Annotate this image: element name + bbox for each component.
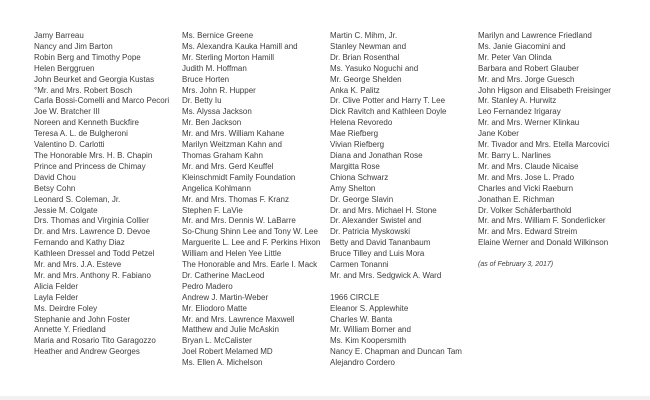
donor-name: Martin C. Mihm, Jr. <box>330 31 398 40</box>
donor-name: Marguerite L. Lee and F. Perkins Hixon <box>182 238 321 248</box>
donor-name: Ms. Alyssa Jackson <box>182 107 252 117</box>
donor-name: Bryan L. McCalister <box>182 336 252 346</box>
donor-name: Jane Kober <box>478 129 519 139</box>
donor-name: Mr. and Mrs. Thomas F. Kranz <box>182 194 289 204</box>
donor-name: Nancy E. Chapman and Duncan Tam <box>330 347 462 357</box>
donor-name: Jonathan E. Richman <box>478 194 555 204</box>
bottom-band <box>0 396 650 400</box>
donor-name: Kleinschmidt Family Foundation <box>182 172 296 182</box>
donor-name: Fernando and Kathy Diaz <box>34 238 125 248</box>
donor-name: Leo Fernandez Irigaray <box>478 107 561 117</box>
donor-name: So-Chung Shinn Lee and Tony W. Lee <box>182 227 318 237</box>
donor-name: William and Helen Yee Little <box>182 249 282 259</box>
donor-name: Mr. and Mrs. Jorge Guesch <box>478 74 575 84</box>
donor-name: The Honorable and Mrs. Earle I. Mack <box>182 260 318 270</box>
donor-name: Drs. Thomas and Virginia Collier <box>34 216 149 226</box>
circle-names <box>330 304 472 369</box>
donor-name: Stephanie and John Foster <box>34 314 131 324</box>
donor-name: Mr. Peter Van Olinda <box>478 52 552 62</box>
donor-name: Dr. Catherine MacLeod <box>182 270 265 280</box>
donor-name: Mr. and Mrs. Anthony R. Fabiano <box>34 270 151 280</box>
donor-name: Alicia Felder <box>34 281 79 291</box>
donor-column-4 <box>478 31 646 271</box>
donor-name: Layla Felder <box>34 292 79 302</box>
donor-name: Mr. and Mrs. Claude Nicaise <box>478 161 579 171</box>
donor-name: Ms. Janie Giacomini and <box>478 41 566 51</box>
donor-name: Carmen Tonanni <box>330 260 389 270</box>
donor-name: Ms. Kim Koopersmith <box>330 336 407 346</box>
donor-name: Mr. and Mrs. Jose L. Prado <box>478 172 575 182</box>
circle-heading: 1966 CIRCLE <box>330 292 380 302</box>
donor-name: Chiona Schwarz <box>330 172 389 182</box>
donor-name: Heather and Andrew Georges <box>34 347 140 357</box>
donor-name: Jamy Barreau <box>34 31 84 40</box>
donor-name: Mrs. John R. Hupper <box>182 85 256 95</box>
donor-name: Jessie M. Colgate <box>34 205 98 215</box>
donor-name: Vivian Riefberg <box>330 140 385 150</box>
donor-name: Bruce Tilley and Luis Mora <box>330 249 425 259</box>
donor-name: Mr. Sterling Morton Hamill <box>182 52 275 62</box>
donor-column-4-names <box>478 31 646 249</box>
donor-name: Diana and Jonathan Rose <box>330 150 423 160</box>
donor-name: Dr. Alexander Swistel and <box>330 216 422 226</box>
donor-name: Mr. and Mrs. Sedgwick A. Ward <box>330 270 442 280</box>
donor-name: Charles and Vicki Raeburn <box>478 183 574 193</box>
donor-name: John Beurket and Georgia Kustas <box>34 74 155 84</box>
donor-name: Noreen and Kenneth Buckfire <box>34 118 139 128</box>
donor-name: Carla Bossi-Comelli and Marco Pecori <box>34 96 170 106</box>
donor-name: Valentino D. Carlotti <box>34 140 105 150</box>
donor-name: Dr. Betty Iu <box>182 96 222 106</box>
donor-name: Mr. Eliodoro Matte <box>182 303 247 313</box>
donor-name: Amy Shelton <box>330 183 376 193</box>
donor-name: Joel Robert Melamed MD <box>182 347 273 357</box>
donor-name: Marilyn and Lawrence Friedland <box>478 31 592 40</box>
donor-name: Mr. and Mrs. Dennis W. LaBarre <box>182 216 296 226</box>
donor-name: John Higson and Elisabeth Freisinger <box>478 85 611 95</box>
donor-name: °Mr. and Mrs. Robert Bosch <box>34 85 133 95</box>
donor-name: Andrew J. Martin-Weber <box>182 292 269 302</box>
donor-name: Anka K. Palitz <box>330 85 380 95</box>
donor-name: Angelica Kohlmann <box>182 183 251 193</box>
donor-name: Teresa A. L. de Bulgheroni <box>34 129 128 139</box>
donor-name: Maria and Rosario Tito Garagozzo <box>34 336 156 346</box>
donor-name: Joe W. Bratcher III <box>34 107 100 117</box>
donor-name: Helen Berggruen <box>34 63 95 73</box>
donor-name: Ms. Bernice Greene <box>182 31 254 40</box>
donor-name: Mr. and Mrs. Lawrence Maxwell <box>182 314 295 324</box>
section-spacer <box>330 282 472 293</box>
donor-name: Betsy Cohn <box>34 183 76 193</box>
donor-name: Stanley Newman and <box>330 41 407 51</box>
donor-name: Bruce Horten <box>182 74 230 84</box>
donor-name: Charles W. Banta <box>330 314 393 324</box>
donor-name: Mr. and Mrs. Edward Streim <box>478 227 578 237</box>
donor-name: Mr. Barry L. Narlines <box>478 150 551 160</box>
donor-name: Dr. Clive Potter and Harry T. Lee <box>330 96 446 106</box>
donor-name: Dr. Brian Rosenthal <box>330 52 400 62</box>
donor-name: Mr. and Mrs. J.A. Esteve <box>34 260 122 270</box>
donor-name: Ms. Alexandra Kauka Hamill and <box>182 41 298 51</box>
donor-name: Mr. and Mrs. William F. Sonderlicker <box>478 216 606 226</box>
donor-name: Ms. Yasuko Noguchi and <box>330 63 419 73</box>
donor-name: Mr. and Mrs. William Kahane <box>182 129 285 139</box>
donor-name: Dick Ravitch and Kathleen Doyle <box>330 107 447 117</box>
donor-column-3-names <box>330 31 472 282</box>
donor-column-2 <box>182 31 324 369</box>
donor-name: Margitta Rose <box>330 161 380 171</box>
donor-name: David Chou <box>34 172 76 182</box>
donor-name: Pedro Madero <box>182 281 233 291</box>
donor-column-1 <box>34 31 176 358</box>
donor-name: Mr. William Borner and <box>330 325 411 335</box>
donor-name: Mae Riefberg <box>330 129 379 139</box>
donor-name: Mr. and Mrs. Werner Klinkau <box>478 118 580 128</box>
donor-name: Mr. Stanley A. Hurwitz <box>478 96 557 106</box>
donor-name: Dr. Patricia Myskowski <box>330 227 411 237</box>
donor-name: Nancy and Jim Barton <box>34 41 113 51</box>
donor-name: Betty and David Tananbaum <box>330 238 431 248</box>
donor-name: Marilyn Weitzman Kahn and <box>182 140 282 150</box>
donor-name: Stephen F. LaVie <box>182 205 243 215</box>
donor-name: Mr. Ben Jackson <box>182 118 242 128</box>
donor-name: Dr. George Slavin <box>330 194 394 204</box>
donor-name: Barbara and Robert Glauber <box>478 63 579 73</box>
donor-name: Dr. and Mrs. Michael H. Stone <box>330 205 437 215</box>
donor-name: Dr. and Mrs. Lawrence D. Devoe <box>34 227 151 237</box>
donor-name: Mr. Tivador and Mrs. Etella Marcovici <box>478 140 610 150</box>
donor-name: Matthew and Julie McAskin <box>182 325 279 335</box>
donor-column-3 <box>330 31 472 369</box>
donor-name: Thomas Graham Kahn <box>182 150 263 160</box>
date-note: (as of February 3, 2017) <box>478 261 554 269</box>
donor-name: Eleanor S. Applewhite <box>330 303 409 313</box>
donor-name: Helena Revoredo <box>330 118 393 128</box>
donor-name: Annette Y. Friedland <box>34 325 106 335</box>
donor-name: Mr. George Shelden <box>330 74 402 84</box>
donor-name: Judith M. Hoffman <box>182 63 247 73</box>
section-spacer <box>478 249 646 260</box>
donor-name: Ms. Ellen A. Michelson <box>182 358 263 368</box>
donor-name: The Honorable Mrs. H. B. Chapin <box>34 150 153 160</box>
donor-name: Elaine Werner and Donald Wilkinson <box>478 238 609 248</box>
donor-name: Alejandro Cordero <box>330 358 395 368</box>
donor-name: Leonard S. Coleman, Jr. <box>34 194 121 204</box>
donor-name: Robin Berg and Timothy Pope <box>34 52 141 62</box>
donor-name: Dr. Volker Schäferbarthold <box>478 205 572 215</box>
donor-name: Ms. Deirdre Foley <box>34 303 98 313</box>
donor-name: Kathleen Dressel and Todd Petzel <box>34 249 155 259</box>
donor-name: Prince and Princess de Chimay <box>34 161 146 171</box>
donor-name: Mr. and Mrs. Gerd Keuffel <box>182 161 274 171</box>
